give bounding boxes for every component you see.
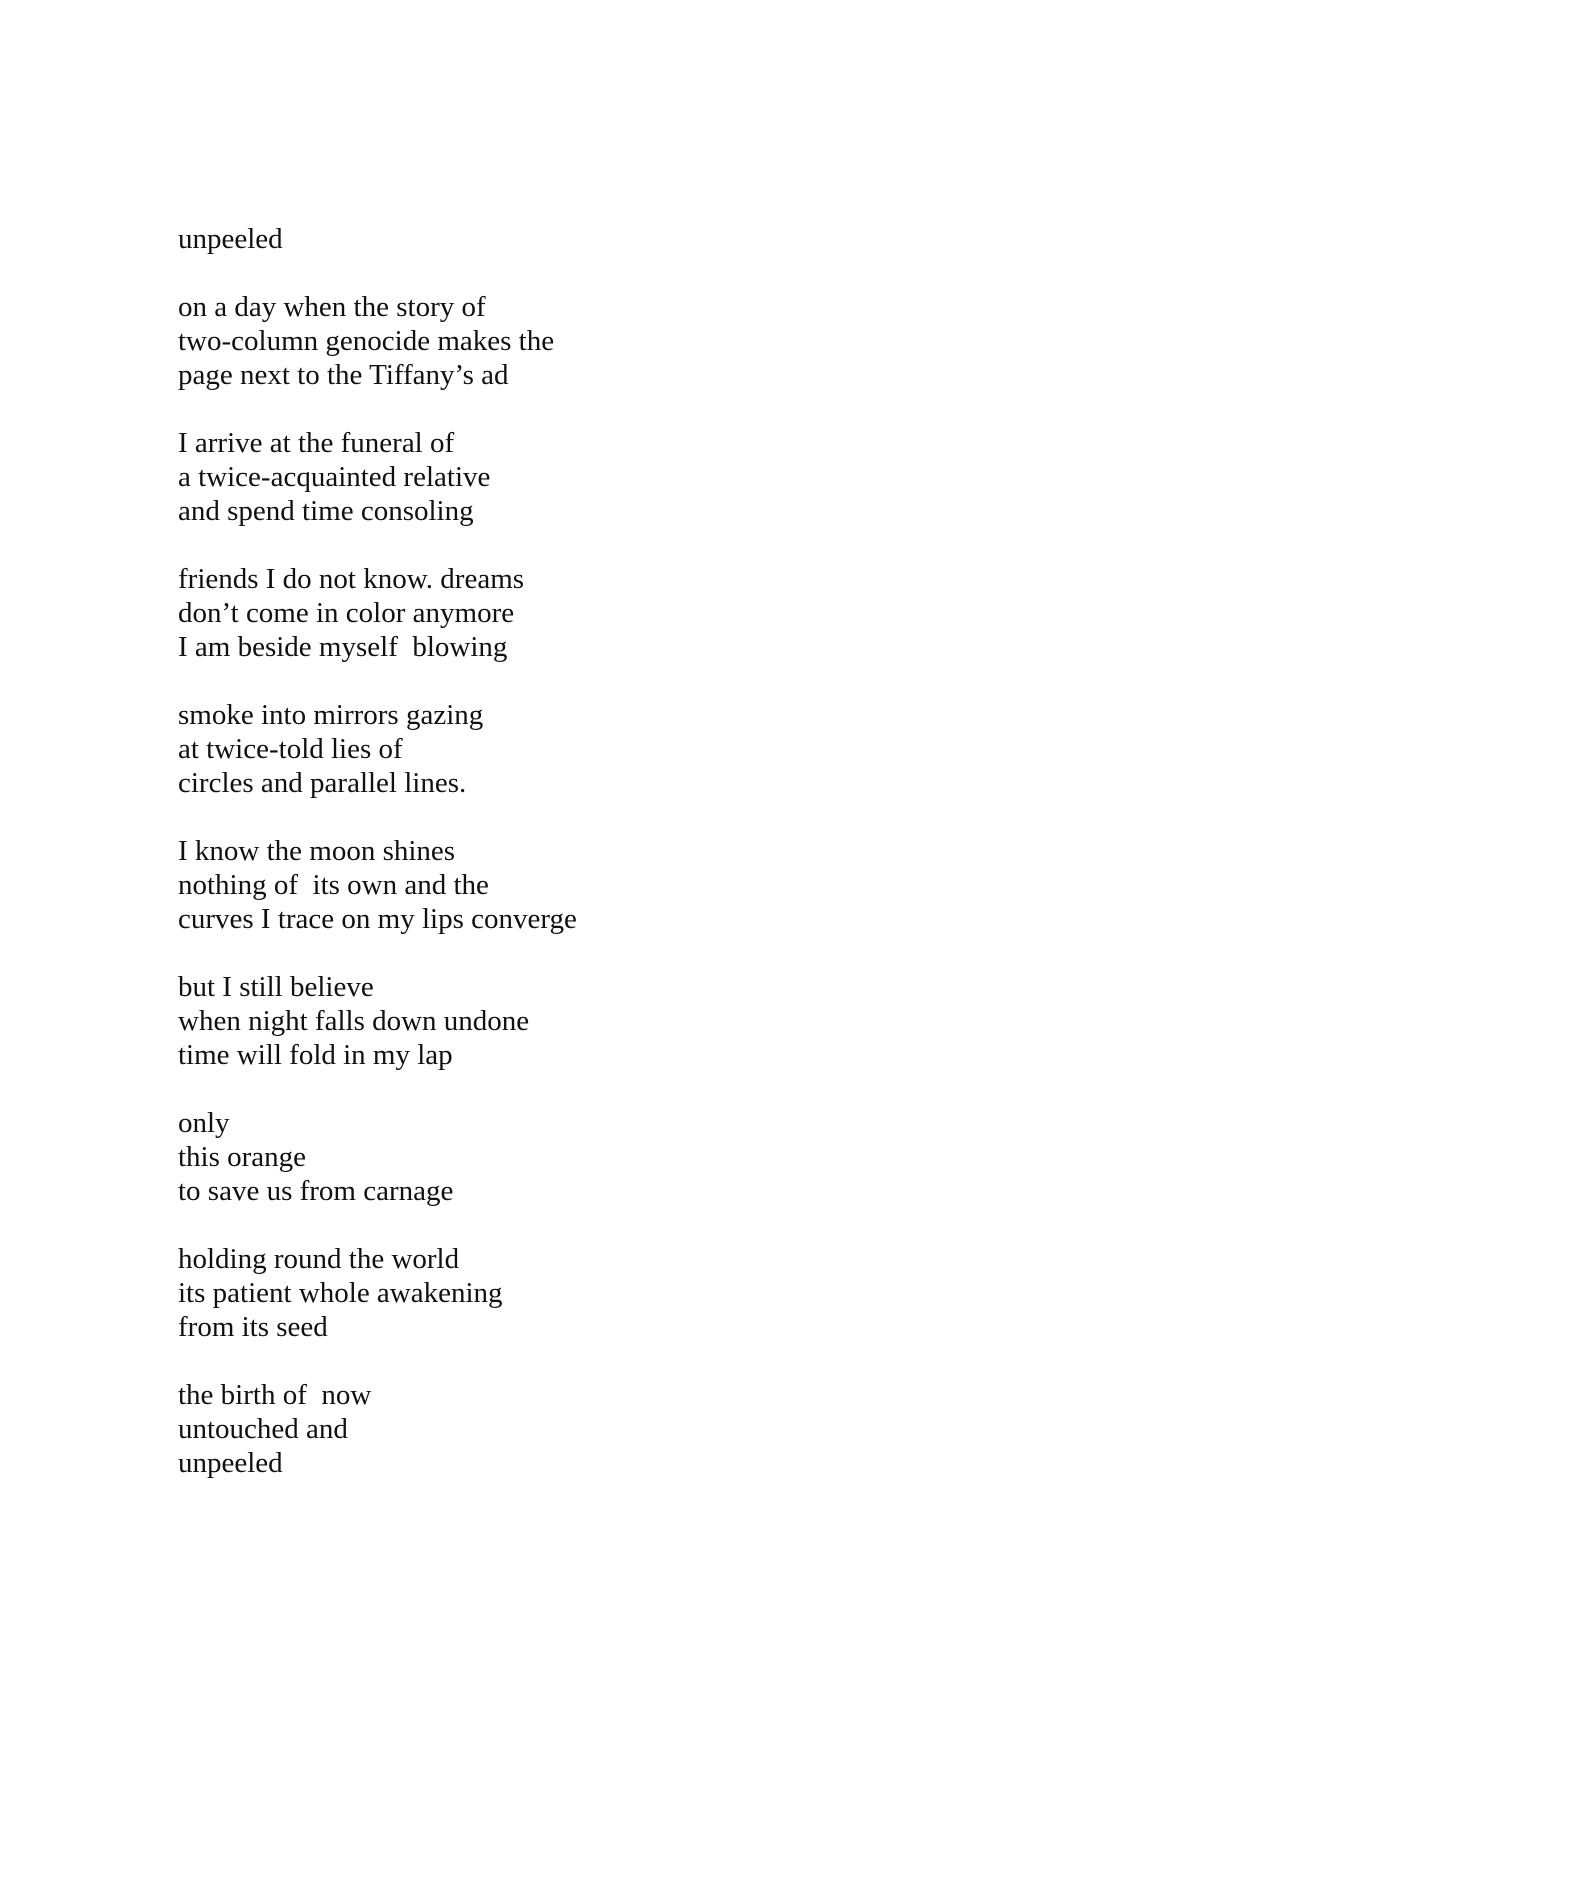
poem-line: untouched and xyxy=(178,1413,348,1445)
poem-line: from its seed xyxy=(178,1311,328,1343)
poem-line: holding round the world xyxy=(178,1243,460,1275)
poem-line: I know the moon shines xyxy=(178,835,456,867)
poem-line: time will fold in my lap xyxy=(178,1039,453,1071)
poem-line: its patient whole awakening xyxy=(178,1277,503,1309)
poem-line: at twice-told lies of xyxy=(178,733,403,765)
poem-line: on a day when the story of xyxy=(178,291,486,323)
stanza xyxy=(178,1242,1078,1344)
stanza xyxy=(178,426,1078,528)
stanza xyxy=(178,290,1078,392)
poem-line: and spend time consoling xyxy=(178,495,474,527)
stanza xyxy=(178,1378,1078,1480)
stanza xyxy=(178,834,1078,936)
stanza xyxy=(178,970,1078,1072)
poem-line: I arrive at the funeral of xyxy=(178,427,455,459)
poem-title: unpeeled xyxy=(178,223,283,255)
poem-line: but I still believe xyxy=(178,971,374,1003)
poem-line: page next to the Tiffany’s ad xyxy=(178,359,509,391)
poem-line: to save us from carnage xyxy=(178,1175,454,1207)
poem-line: smoke into mirrors gazing xyxy=(178,699,484,731)
poem-line: nothing of its own and the xyxy=(178,869,489,901)
poem xyxy=(178,222,1078,1480)
poem-line: friends I do not know. dreams xyxy=(178,563,525,595)
poem-line: don’t come in color anymore xyxy=(178,597,515,629)
poem-line: curves I trace on my lips converge xyxy=(178,903,577,935)
poem-line: only xyxy=(178,1107,230,1139)
poem-line: a twice-acquainted relative xyxy=(178,461,491,493)
poem-line: when night falls down undone xyxy=(178,1005,530,1037)
stanza xyxy=(178,1106,1078,1208)
poem-line: the birth of now xyxy=(178,1379,372,1411)
poem-line: this orange xyxy=(178,1141,307,1173)
poem-line: I am beside myself blowing xyxy=(178,631,508,663)
stanza xyxy=(178,562,1078,664)
stanza xyxy=(178,698,1078,800)
poem-line: circles and parallel lines. xyxy=(178,767,467,799)
poem-line: two-column genocide makes the xyxy=(178,325,555,357)
poem-line: unpeeled xyxy=(178,1447,283,1479)
